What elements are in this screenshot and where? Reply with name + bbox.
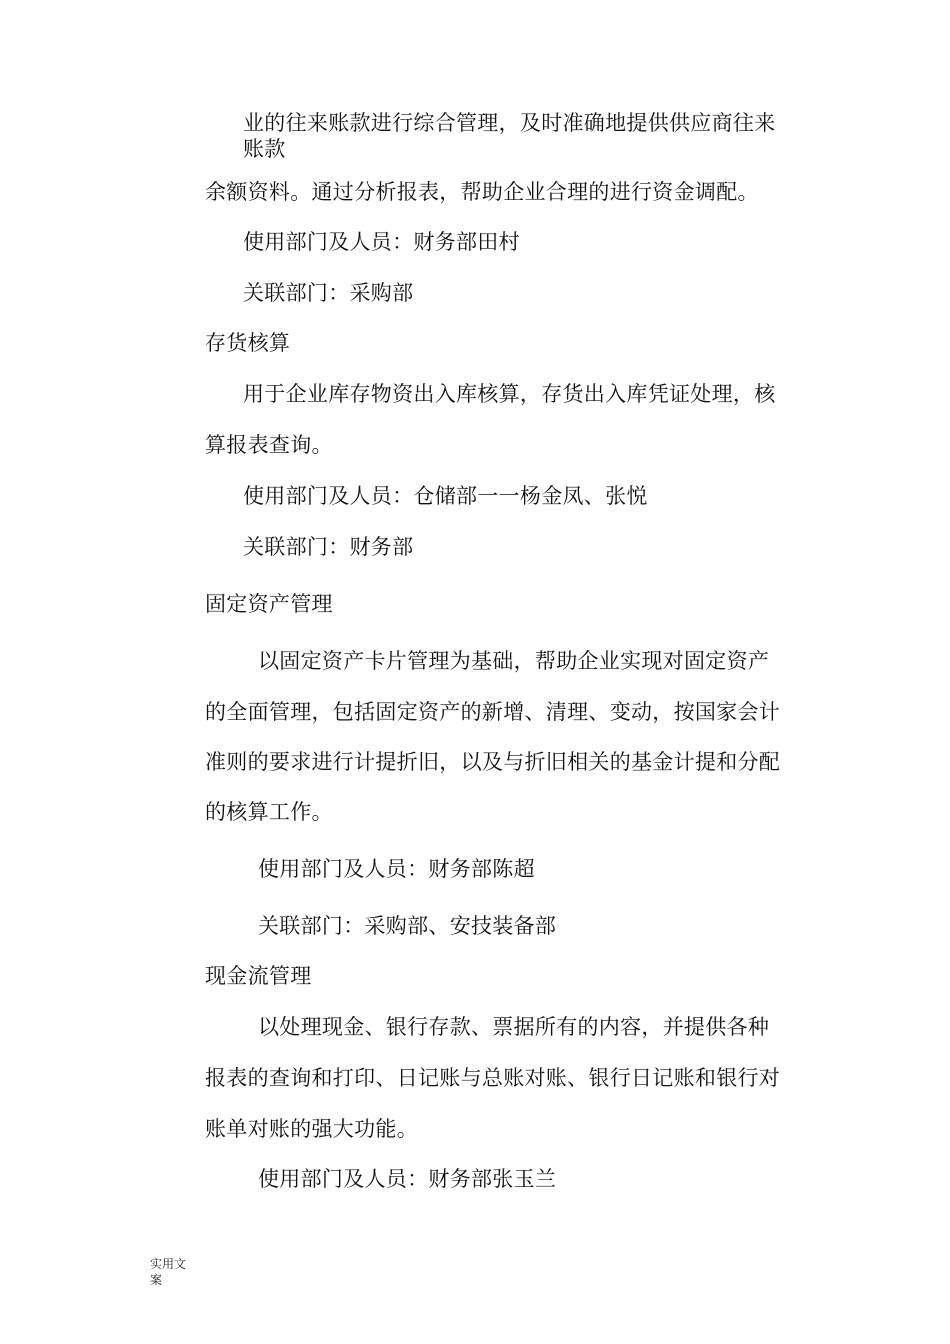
- related-dept-line: 关联部门：财务部: [243, 535, 414, 559]
- staff-line: 使用部门及人员：仓储部一一杨金凤、张悦: [243, 484, 648, 508]
- body-text-line: 业的往来账款进行综合管理，及时准确地提供供应商往来: [243, 111, 776, 135]
- body-text-line: 算报表查询。: [205, 433, 333, 457]
- staff-line: 使用部门及人员：财务部张玉兰: [258, 1167, 557, 1191]
- body-text-line: 的核算工作。: [205, 800, 333, 824]
- body-text-line: 准则的要求进行计提折旧，以及与折旧相关的基金计提和分配: [205, 750, 781, 774]
- body-text-line: 报表的查询和打印、日记账与总账对账、银行日记账和银行对: [205, 1066, 781, 1090]
- section-heading-fixed-assets: 固定资产管理: [205, 592, 333, 616]
- body-text-line: 用于企业库存物资出入库核算，存货出入库凭证处理，核: [243, 382, 776, 406]
- body-text-line: 余额资料。通过分析报表，帮助企业合理的进行资金调配。: [205, 180, 759, 204]
- section-heading-cash-flow: 现金流管理: [205, 964, 312, 988]
- related-dept-line: 关联部门：采购部: [243, 281, 414, 305]
- staff-line: 使用部门及人员：财务部陈超: [258, 857, 535, 881]
- related-dept-line: 关联部门：采购部、安技装备部: [258, 914, 557, 938]
- body-text-line: 以处理现金、银行存款、票据所有的内容，并提供各种: [258, 1015, 770, 1039]
- body-text-line: 以固定资产卡片管理为基础，帮助企业实现对固定资产: [258, 649, 770, 673]
- body-text-line: 账单对账的强大功能。: [205, 1117, 418, 1141]
- section-heading-inventory: 存货核算: [205, 331, 291, 355]
- staff-line: 使用部门及人员：财务部田村: [243, 230, 520, 254]
- body-text-line: 账款: [243, 137, 286, 161]
- body-text-line: 的全面管理，包括固定资产的新增、清理、变动，按国家会计: [205, 700, 781, 724]
- page-footer: 实用文案: [150, 1257, 187, 1287]
